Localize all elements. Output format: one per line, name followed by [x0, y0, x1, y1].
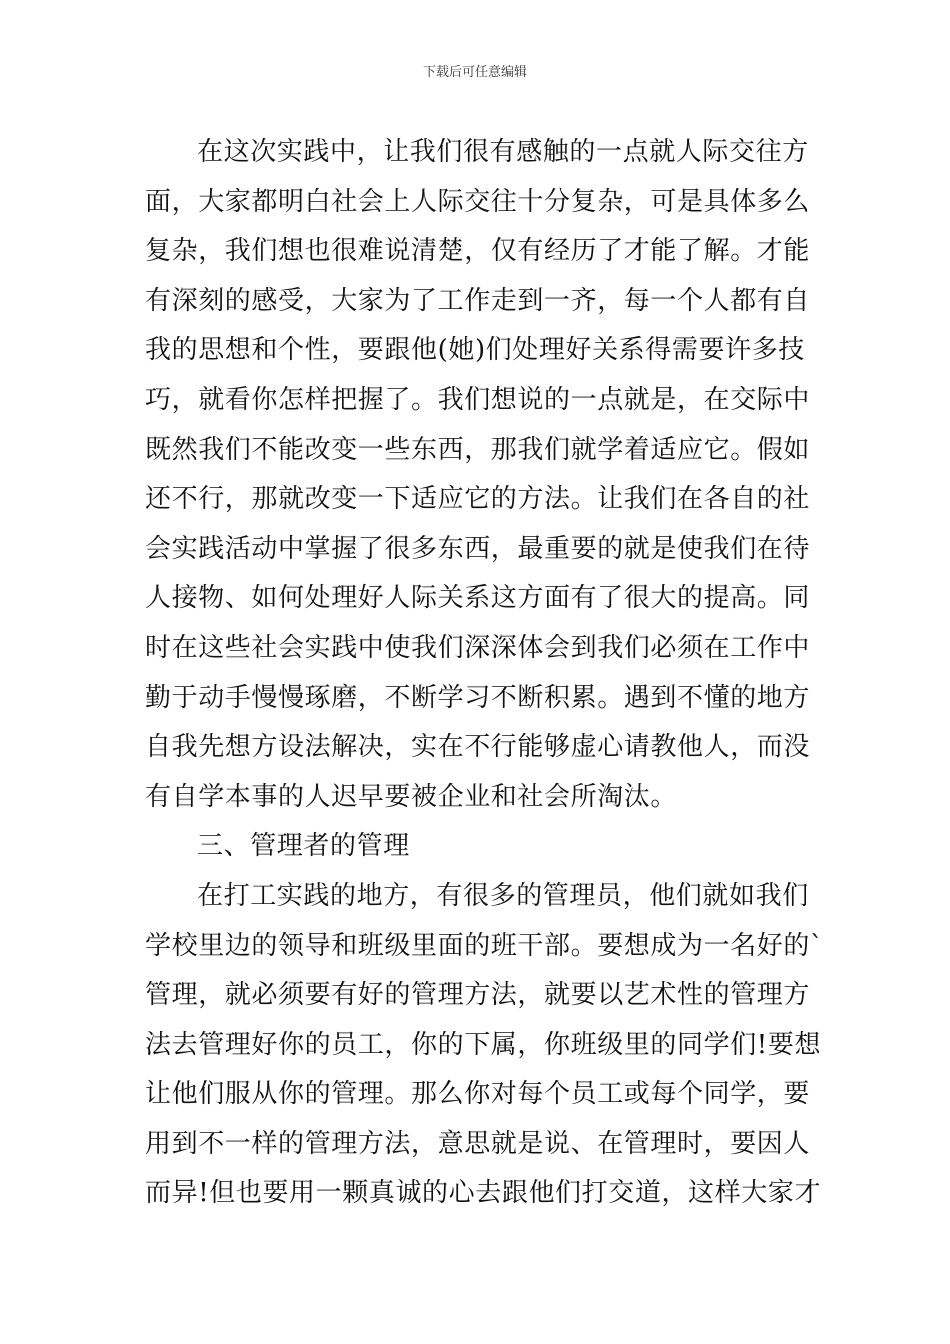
- document-body: [145, 128, 824, 1219]
- paragraph-line: 管理，就必须要有好的管理方法，就要以艺术性的管理方: [145, 980, 811, 1011]
- section-heading: 三、管理者的管理: [197, 831, 410, 862]
- paragraph-line: 巧，就看你怎样把握了。我们想说的一点就是，在交际中: [145, 384, 811, 415]
- paragraph-line: 有深刻的感受，大家为了工作走到一齐，每一个人都有自: [145, 285, 811, 316]
- paragraph-line: 在这次实践中，让我们很有感触的一点就人际交往方: [197, 137, 809, 167]
- paragraph-line: 学校里边的领导和班级里面的班干部。要想成为一名好的`: [145, 930, 824, 961]
- paragraph-line: 既然我们不能改变一些东西，那我们就学着适应它。假如: [145, 434, 811, 465]
- paragraph-line: 复杂，我们想也很难说清楚，仅有经历了才能了解。才能: [145, 236, 811, 267]
- paragraph-line: 法去管理好你的员工，你的下属，你班级里的同学们!要想: [145, 1029, 822, 1060]
- paragraph-line: 面，大家都明白社会上人际交往十分复杂，可是具体多么: [145, 186, 811, 217]
- paragraph-line: 用到不一样的管理方法，意思就是说、在管理时，要因人: [145, 1128, 811, 1159]
- page-header: 下载后可任意编辑: [422, 65, 527, 80]
- paragraph-line: 让他们服从你的管理。那么你对每个员工或每个同学，要: [145, 1079, 811, 1110]
- paragraph-line: 还不行，那就改变一下适应它的方法。让我们在各自的社: [145, 484, 811, 515]
- paragraph-line: 我的思想和个性，要跟他(她)们处理好关系得需要许多技: [145, 335, 805, 366]
- paragraph-line: 会实践活动中掌握了很多东西，最重要的就是使我们在待: [145, 533, 811, 564]
- paragraph-line: 勤于动手慢慢琢磨，不断学习不断积累。遇到不懂的地方: [145, 682, 811, 713]
- paragraph-line: 自我先想方设法解决，实在不行能够虚心请教他人，而没: [145, 732, 811, 763]
- paragraph-line: 在打工实践的地方，有很多的管理员，他们就如我们: [197, 880, 809, 911]
- paragraph-line: 而异!但也要用一颗真诚的心去跟他们打交道，这样大家才: [145, 1178, 822, 1209]
- paragraph-line: 人接物、如何处理好人际关系这方面有了很大的提高。同: [145, 583, 811, 614]
- paragraph-line: 时在这些社会实践中使我们深深体会到我们必须在工作中: [145, 632, 811, 663]
- paragraph-line: 有自学本事的人迟早要被企业和社会所淘汰。: [145, 781, 678, 812]
